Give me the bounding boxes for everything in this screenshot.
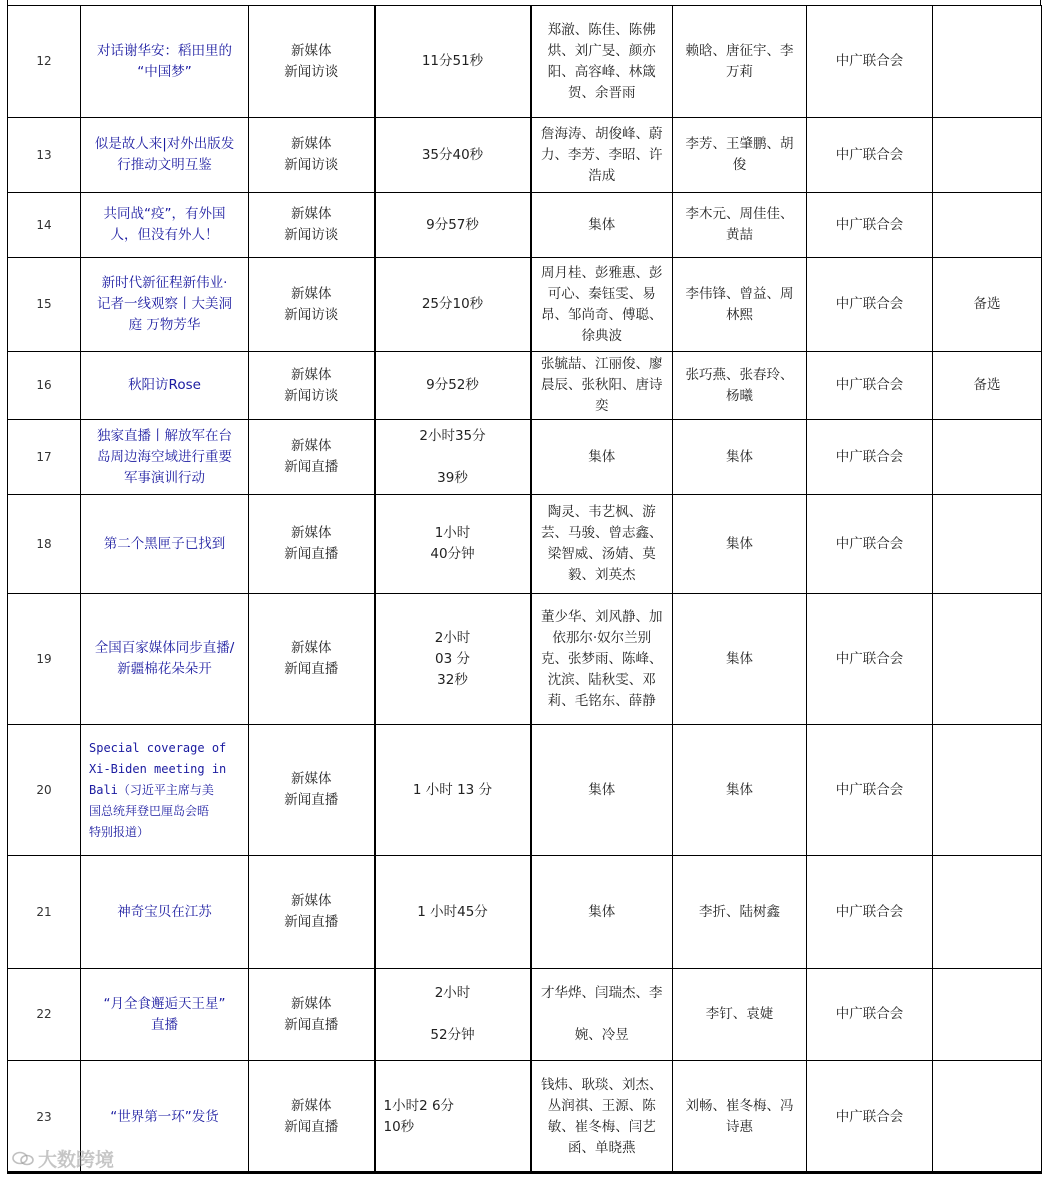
entry-title: 独家直播丨解放军在台 岛周边海空域进行重要 军事演训行动 <box>81 420 249 495</box>
row-number: 23 <box>8 1061 81 1174</box>
row-number: 15 <box>8 258 81 352</box>
table-row <box>8 6 1042 118</box>
entry-type: 新媒体 新闻访谈 <box>249 258 375 352</box>
entry-authors: 周月桂、彭雅惠、彭 可心、秦钰雯、易 昂、邹尚奇、傅聪、 徐典波 <box>531 258 673 352</box>
row-number: 21 <box>8 856 81 969</box>
entry-editors: 李钉、袁婕 <box>673 969 807 1061</box>
entry-unit: 中广联合会 <box>807 594 933 725</box>
entry-duration: 2小时35分 39秒 <box>375 420 531 495</box>
entry-editors: 李伟锋、曾益、周 林熙 <box>673 258 807 352</box>
entry-unit: 中广联合会 <box>807 1061 933 1174</box>
entry-type: 新媒体 新闻直播 <box>249 725 375 856</box>
entry-authors: 集体 <box>531 193 673 258</box>
entry-title: 全国百家媒体同步直播/ 新疆棉花朵朵开 <box>81 594 249 725</box>
entry-duration: 9分57秒 <box>375 193 531 258</box>
award-entries-table <box>7 5 1042 1174</box>
row-number: 12 <box>8 6 81 118</box>
entry-note <box>933 420 1042 495</box>
entry-note: 备选 <box>933 352 1042 420</box>
watermark-text: 大数跨境 <box>38 1149 115 1171</box>
entry-duration: 25分10秒 <box>375 258 531 352</box>
entry-duration: 1小时2 6分 10秒 <box>375 1061 531 1174</box>
table-row <box>8 1061 1042 1174</box>
entry-type: 新媒体 新闻访谈 <box>249 6 375 118</box>
watermark <box>12 1145 114 1172</box>
entry-authors: 钱炜、耿琰、刘杰、 丛润祺、王源、陈 敏、崔冬梅、闫艺 函、单晓燕 <box>531 1061 673 1174</box>
entry-duration: 1 小时45分 <box>375 856 531 969</box>
table-row <box>8 969 1042 1061</box>
entry-note <box>933 495 1042 594</box>
entry-authors: 集体 <box>531 420 673 495</box>
entry-title: 共同战“疫”，有外国 人，但没有外人！ <box>81 193 249 258</box>
entry-unit: 中广联合会 <box>807 6 933 118</box>
row-number: 22 <box>8 969 81 1061</box>
entry-authors: 张毓喆、江丽俊、廖 晨辰、张秋阳、唐诗 奕 <box>531 352 673 420</box>
entry-authors: 董少华、刘风静、加 依那尔·奴尔兰别 克、张梦雨、陈峰、 沈滨、陆秋雯、邓 莉、毛铭东、薛静 <box>531 594 673 725</box>
table-row <box>8 856 1042 969</box>
entry-note <box>933 193 1042 258</box>
entry-editors: 刘畅、崔冬梅、冯 诗惠 <box>673 1061 807 1174</box>
table-row <box>8 725 1042 856</box>
row-number: 16 <box>8 352 81 420</box>
table-row <box>8 420 1042 495</box>
entry-type: 新媒体 新闻直播 <box>249 1061 375 1174</box>
entry-duration: 1 小时 13 分 <box>375 725 531 856</box>
table-row <box>8 352 1042 420</box>
entry-duration: 2小时 03 分 32秒 <box>375 594 531 725</box>
entry-title: 神奇宝贝在江苏 <box>81 856 249 969</box>
table-row <box>8 594 1042 725</box>
entry-authors: 郑澈、陈佳、陈佛 烘、刘广旻、颜亦 阳、高容峰、林箴 贺、余晋雨 <box>531 6 673 118</box>
entry-editors: 集体 <box>673 594 807 725</box>
entry-authors: 陶灵、韦艺枫、游 芸、马骏、曾志鑫、 梁智威、汤婧、莫 毅、刘英杰 <box>531 495 673 594</box>
entry-type: 新媒体 新闻直播 <box>249 856 375 969</box>
entry-unit: 中广联合会 <box>807 969 933 1061</box>
chat-bubble-icon <box>12 1151 34 1167</box>
entry-type: 新媒体 新闻直播 <box>249 594 375 725</box>
entry-editors: 李折、陆树鑫 <box>673 856 807 969</box>
entry-authors: 詹海涛、胡俊峰、蔚 力、李芳、李昭、许 浩成 <box>531 118 673 193</box>
entry-duration: 35分40秒 <box>375 118 531 193</box>
entry-type: 新媒体 新闻访谈 <box>249 118 375 193</box>
entry-title: 对话谢华安：稻田里的 “中国梦” <box>81 6 249 118</box>
entry-editors: 赖晗、唐征宇、李 万莉 <box>673 6 807 118</box>
entry-note <box>933 725 1042 856</box>
entry-unit: 中广联合会 <box>807 118 933 193</box>
entry-unit: 中广联合会 <box>807 258 933 352</box>
entry-type: 新媒体 新闻直播 <box>249 969 375 1061</box>
row-number: 19 <box>8 594 81 725</box>
entry-title: “月全食邂逅天王星” 直播 <box>81 969 249 1061</box>
entry-type: 新媒体 新闻直播 <box>249 495 375 594</box>
entry-type: 新媒体 新闻访谈 <box>249 352 375 420</box>
entry-title: Special coverage of Xi-Biden meeting in Bali（习近平主席与美 国总统拜登巴厘岛会晤 特别报道） <box>81 725 249 856</box>
entry-note <box>933 856 1042 969</box>
entry-note <box>933 6 1042 118</box>
entry-note <box>933 969 1042 1061</box>
table-row <box>8 118 1042 193</box>
entry-authors: 才华烨、闫瑞杰、李 婉、冷昱 <box>531 969 673 1061</box>
row-number: 18 <box>8 495 81 594</box>
entry-unit: 中广联合会 <box>807 193 933 258</box>
entry-duration: 2小时 52分钟 <box>375 969 531 1061</box>
row-number: 17 <box>8 420 81 495</box>
entry-note <box>933 1061 1042 1174</box>
entry-editors: 集体 <box>673 495 807 594</box>
entry-title: 新时代新征程新伟业· 记者一线观察丨大美洞 庭 万物芳华 <box>81 258 249 352</box>
entry-type: 新媒体 新闻直播 <box>249 420 375 495</box>
table-row <box>8 495 1042 594</box>
entry-duration: 9分52秒 <box>375 352 531 420</box>
entry-title: 似是故人来|对外出版发 行推动文明互鉴 <box>81 118 249 193</box>
entry-note: 备选 <box>933 258 1042 352</box>
entry-authors: 集体 <box>531 725 673 856</box>
row-number: 13 <box>8 118 81 193</box>
table-row <box>8 258 1042 352</box>
entry-editors: 集体 <box>673 420 807 495</box>
entry-unit: 中广联合会 <box>807 352 933 420</box>
entry-note <box>933 118 1042 193</box>
entry-unit: 中广联合会 <box>807 725 933 856</box>
entry-editors: 张巧燕、张春玲、 杨曦 <box>673 352 807 420</box>
entry-duration: 1小时 40分钟 <box>375 495 531 594</box>
entry-editors: 集体 <box>673 725 807 856</box>
entry-type: 新媒体 新闻访谈 <box>249 193 375 258</box>
row-number: 14 <box>8 193 81 258</box>
entry-unit: 中广联合会 <box>807 420 933 495</box>
entry-title: “世界第一环”发货 <box>81 1061 249 1174</box>
entry-title: 第二个黑匣子已找到 <box>81 495 249 594</box>
table-bottom-edge <box>7 1171 1041 1177</box>
entry-note <box>933 594 1042 725</box>
table-row <box>8 193 1042 258</box>
entry-title: 秋阳访Rose <box>81 352 249 420</box>
row-number: 20 <box>8 725 81 856</box>
entry-editors: 李芳、王肇鹏、胡 俊 <box>673 118 807 193</box>
entry-editors: 李木元、周佳佳、 黄喆 <box>673 193 807 258</box>
entry-duration: 11分51秒 <box>375 6 531 118</box>
entry-authors: 集体 <box>531 856 673 969</box>
entry-unit: 中广联合会 <box>807 495 933 594</box>
entry-unit: 中广联合会 <box>807 856 933 969</box>
